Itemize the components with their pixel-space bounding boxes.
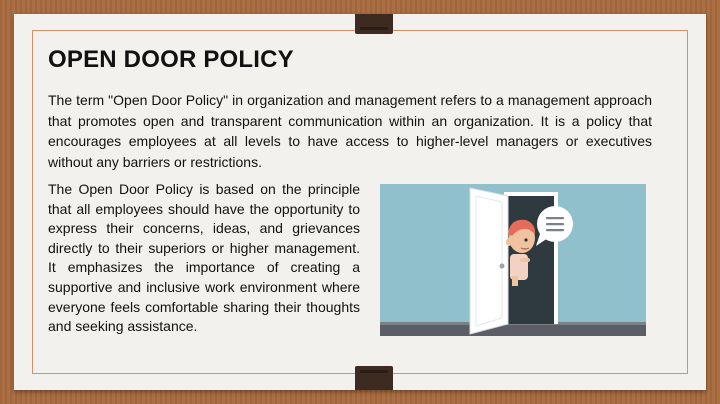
open-door-icon: [380, 184, 646, 336]
open-door-illustration: [380, 184, 646, 336]
slide-title: OPEN DOOR POLICY: [48, 46, 294, 73]
bottom-binder-clip: [355, 366, 393, 390]
intro-paragraph: The term "Open Door Policy" in organization and management refers to a management approach that promotes open and transparent communication within an organization. It is a policy that encourages employees at all levels to have access to higher-level managers or executives without any barriers or restrictions.: [48, 92, 652, 170]
principle-paragraph: The Open Door Policy is based on the principle that all employees should have the opportunity to express their concerns, ideas, and grievances directly to their superiors or higher management. It emphasizes the importance of creating a supportive and inclusive work environment where everyone feels comfortable sharing their thoughts and seeking assistance.: [48, 181, 360, 335]
top-binder-clip: [355, 14, 393, 34]
